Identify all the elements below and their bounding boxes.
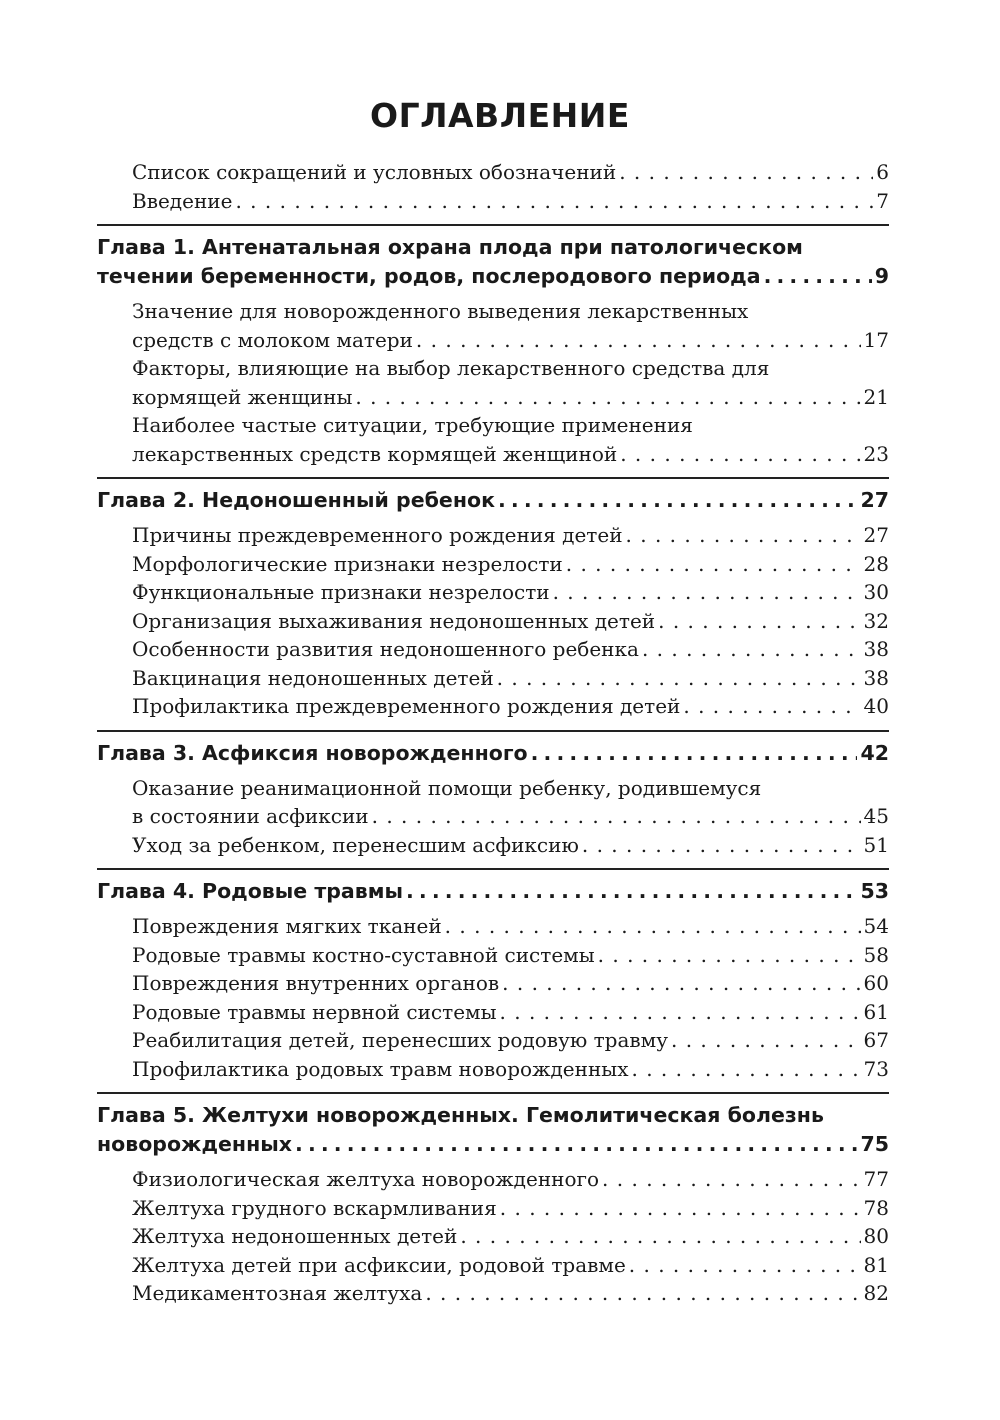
toc-entry-text: Наиболее частые ситуации, требующие применения [132,413,693,437]
leader-dots [642,635,861,664]
toc-page-number: 75 [860,1132,889,1156]
toc-entry[interactable] [97,831,889,860]
toc-entry-text: Физиологическая желтуха новорожденного [132,1167,600,1191]
toc-entry-text: Медикаментозная желтуха [132,1281,423,1305]
chapter-heading-5[interactable] [97,1101,889,1159]
chapter-title-line: Глава 1. Антенатальная охрана плода при патологическом [97,235,803,259]
toc-page-number: 38 [863,665,889,690]
leader-dots [497,664,861,693]
toc-entry[interactable] [97,607,889,636]
toc-entry[interactable] [97,1222,889,1251]
leader-dots [295,1130,857,1159]
toc-entry[interactable] [97,1194,889,1223]
toc-entry-text: Родовые травмы нервной системы [132,999,497,1024]
toc-page-number: 61 [863,999,889,1024]
toc-page-number: 73 [863,1056,889,1081]
leader-dots [764,262,872,291]
chapter-divider [97,477,889,479]
leader-dots [620,440,860,469]
toc-entry-text: Повреждения мягких тканей [132,914,442,938]
toc-page-number: 67 [863,1028,889,1052]
toc-page-number: 80 [863,1224,889,1248]
toc-entry-text: Организация выхаживания недоношенных детей [132,608,656,633]
toc-page-number: 54 [863,914,889,938]
toc-page-number: 7 [876,188,889,213]
chapter-title-line: Глава 2. Недоношенный ребенок [97,488,495,512]
toc-page-number: 38 [863,637,889,661]
page-title: ОГЛАВЛЕНИЕ [370,96,630,135]
leader-dots [500,1194,861,1223]
chapter-title-line: Глава 3. Асфиксия новорожденного [97,740,528,765]
chapter-divider [97,868,889,870]
toc-entry-text: Причины преждевременного рождения детей [132,523,623,547]
toc-entry-text: Реабилитация детей, перенесших родовую травму [132,1028,668,1052]
toc-entry-text: Оказание реанимационной помощи ребенку, родившемуся [132,775,762,800]
leader-dots [531,739,858,768]
toc-entry-text: лекарственных средств кормящей женщиной [132,441,618,466]
toc-entry-text: кормящей женщины [132,384,353,409]
leader-dots [631,1055,860,1084]
toc-entry-text: Повреждения внутренних органов [132,971,500,995]
toc-entry[interactable] [97,297,889,354]
toc-page-number: 17 [863,327,889,352]
leader-dots [425,1279,860,1308]
leader-dots [372,802,861,831]
leader-dots [235,187,873,216]
toc-entry-text: Родовые травмы костно-суставной системы [132,942,595,967]
toc-entry-text: Введение [132,188,233,213]
chapter-divider [97,1092,889,1094]
leader-dots [566,550,861,579]
leader-dots [602,1165,861,1194]
chapter-title-line: Глава 4. Родовые травмы [97,879,403,903]
leader-dots [500,998,861,1027]
toc-entry[interactable] [97,1279,889,1308]
chapter-divider [97,224,889,226]
toc-page-number: 9 [874,264,889,288]
toc-page-number: 53 [860,879,889,903]
toc-entry[interactable] [97,550,889,579]
chapter-list [97,224,889,1308]
leader-dots [671,1026,861,1055]
leader-dots [460,1222,860,1251]
toc-entry-text: Профилактика преждевременного рождения детей [132,694,681,718]
leader-dots [445,912,861,941]
chapter-title-line: Глава 5. Желтухи новорожденных. Гемолитическая болезнь [97,1103,824,1127]
toc-entry[interactable] [97,635,889,664]
toc-entry[interactable] [97,1165,889,1194]
toc-entry[interactable] [97,521,889,550]
toc-entry-text: Желтуха недоношенных детей [132,1224,458,1248]
toc-entry[interactable] [97,912,889,941]
leader-dots [498,486,857,515]
leader-dots [658,607,860,636]
toc-page-number: 40 [863,694,889,718]
toc-entry[interactable] [97,941,889,970]
toc-entry-text: Значение для новорожденного выведения лекарственных [132,299,749,323]
toc-page-number: 58 [863,942,889,967]
toc-page-number: 32 [863,608,889,633]
leader-dots [355,383,860,412]
toc-page-number: 23 [863,441,889,466]
toc-page-number: 28 [863,551,889,576]
leader-dots [502,969,860,998]
toc-page-number: 60 [863,971,889,995]
leader-dots [629,1251,861,1280]
chapter-title-line: новорожденных [97,1132,293,1156]
toc-entry-text: Желтуха детей при асфиксии, родовой травме [132,1252,626,1277]
toc-entry[interactable] [97,354,889,411]
toc-page-number: 82 [863,1281,889,1305]
toc-entry[interactable] [97,1055,889,1084]
toc-entry[interactable] [97,411,889,468]
toc-page-number: 77 [863,1167,889,1191]
toc-entry[interactable] [97,774,889,831]
toc-entry-text: Желтуха грудного вскармливания [132,1195,497,1220]
toc-page-number: 51 [863,832,889,857]
chapter-heading-1[interactable] [97,233,889,291]
leader-dots [416,326,861,355]
toc-entry-text: Функциональные признаки незрелости [132,580,550,604]
chapter-divider [97,730,889,732]
toc-page-number: 27 [860,488,889,512]
leader-dots [626,521,861,550]
toc-entry-text: Уход за ребенком, перенесшим асфиксию [132,832,579,857]
toc-page-number: 21 [863,384,889,409]
toc-page-number: 81 [863,1252,889,1277]
toc-entry[interactable] [97,969,889,998]
toc-entry-text: Профилактика родовых травм новорожденных [132,1056,629,1081]
toc-page-number: 45 [863,804,889,828]
toc-entry[interactable] [97,1026,889,1055]
toc-entry[interactable] [97,692,889,721]
chapter-heading-3[interactable] [97,739,889,768]
leader-dots [598,941,861,970]
toc-entry-text: Список сокращений и условных обозначений [132,160,617,184]
toc-entry-text: Морфологические признаки незрелости [132,551,563,576]
chapter-title-line: течении беременности, родов, послеродового периода [97,264,761,288]
toc-entry[interactable] [97,1251,889,1280]
chapter-heading-4[interactable] [97,877,889,906]
toc-entry-text: в состоянии асфиксии [132,804,369,828]
toc-entry-introduction[interactable] [97,187,889,216]
toc-entry-text: Вакцинация недоношенных детей [132,665,494,690]
table-of-contents [97,158,889,1308]
leader-dots [553,578,861,607]
leader-dots [406,877,857,906]
toc-entry[interactable] [97,998,889,1027]
leader-dots [683,692,860,721]
toc-entry-text: средств с молоком матери [132,327,413,352]
toc-entry[interactable] [97,664,889,693]
toc-page-number: 27 [863,523,889,547]
toc-page-number: 6 [876,160,889,184]
toc-page-number: 42 [860,740,889,765]
leader-dots [619,158,873,187]
toc-entry-abbreviations[interactable] [97,158,889,187]
toc-entry-text: Факторы, влияющие на выбор лекарственного средства для [132,356,770,380]
toc-entry-text: Особенности развития недоношенного ребенка [132,637,639,661]
toc-entry[interactable] [97,578,889,607]
leader-dots [582,831,861,860]
toc-page-number: 78 [863,1195,889,1220]
chapter-heading-2[interactable] [97,486,889,515]
toc-page-number: 30 [863,580,889,604]
